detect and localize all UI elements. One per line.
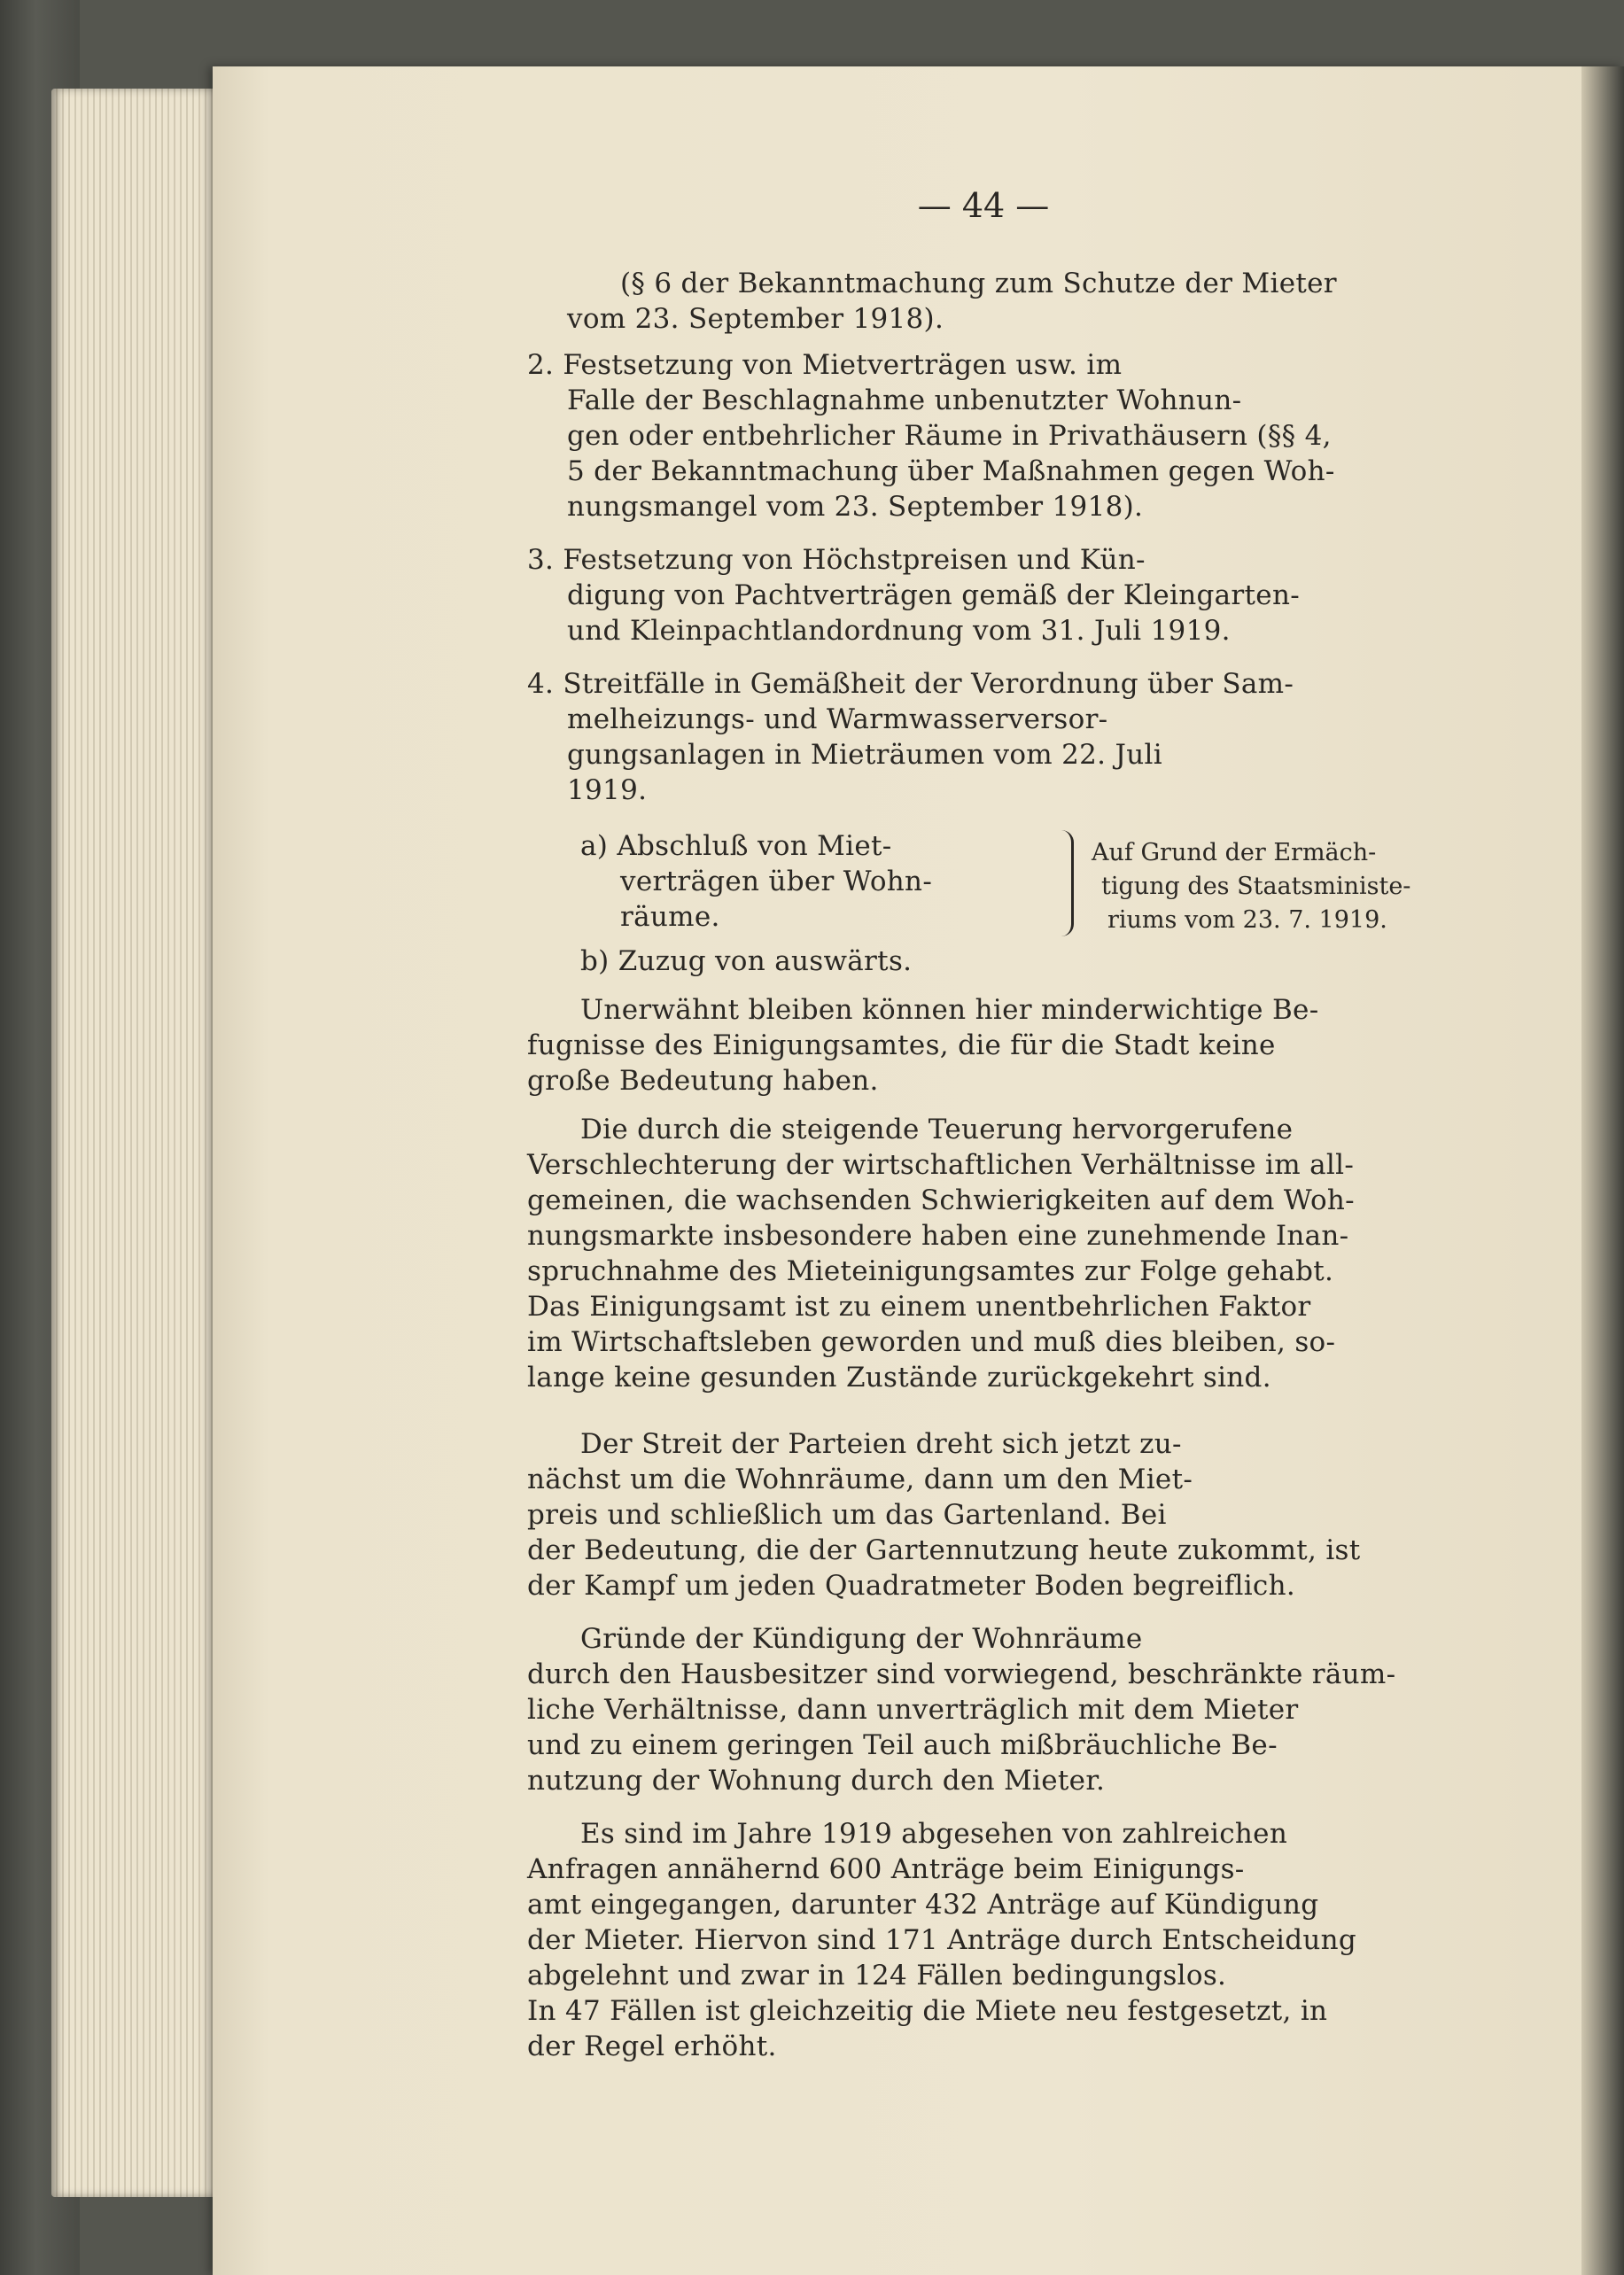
text-line: amt eingegangen, darunter 432 Anträge auf Kündigung [527,1889,1319,1921]
text-line: abgelehnt und zwar in 124 Fällen bedingungslos. [527,1960,1227,1992]
text-line: nungsmangel vom 23. September 1918). [567,491,1144,523]
text-line: digung von Pachtverträgen gemäß der Kleingarten- [567,579,1300,611]
page-edge-shadow [1581,66,1624,2275]
text-line: Falle der Beschlagnahme unbenutzter Wohnun- [567,384,1242,416]
text-line: In 47 Fällen ist gleichzeitig die Miete neu festgesetzt, in [527,1995,1328,2027]
text-line: der Regel erhöht. [527,2030,777,2062]
text-line: Das Einigungsamt ist zu einem unentbehrlichen Faktor [527,1291,1311,1323]
text-line: und zu einem geringen Teil auch mißbräuchliche Be- [527,1729,1278,1761]
text-line: fugnisse des Einigungsamtes, die für die Stadt keine [527,1029,1276,1061]
text-line: verträgen über Wohn- [620,866,933,897]
page-number: — 44 — [917,186,1050,225]
text-line: 1919. [567,774,648,806]
text-line: nungsmarkte insbesondere haben eine zunehmende Inan- [527,1220,1349,1252]
brace-symbol [1059,830,1074,936]
text-line: 2. Festsetzung von Mietverträgen usw. im [527,349,1123,381]
text-line: nächst um die Wohnräume, dann um den Miet- [527,1464,1193,1495]
text-line: gungsanlagen in Mieträumen vom 22. Juli [567,739,1162,771]
text-line: im Wirtschaftsleben geworden und muß dies bleiben, so- [527,1326,1336,1358]
text-line: räume. [620,901,720,933]
page-stack [51,89,220,2197]
text-line: a) Abschluß von Miet- [580,830,892,862]
text-line: Es sind im Jahre 1919 abgesehen von zahlreichen [580,1818,1288,1850]
text-line: 4. Streitfälle in Gemäßheit der Verordnung über Sam- [527,668,1294,700]
text-line: Der Streit der Parteien dreht sich jetzt zu- [580,1428,1182,1460]
text-line: 5 der Bekanntmachung über Maßnahmen gegen Woh- [567,455,1335,487]
sidenote-line: riums vom 23. 7. 1919. [1107,906,1387,934]
text-line: der Mieter. Hiervon sind 171 Anträge durch Entscheidung [527,1924,1357,1956]
text-line: b) Zuzug von auswärts. [580,945,913,977]
text-line: und Kleinpachtlandordnung vom 31. Juli 1919. [567,615,1231,647]
text-line: lange keine gesunden Zustände zurückgekehrt sind. [527,1362,1271,1394]
text-line: Verschlechterung der wirtschaftlichen Verhältnisse im all- [527,1149,1355,1181]
sidenote-line: Auf Grund der Ermäch- [1092,839,1377,866]
text-line: der Bedeutung, die der Gartennutzung heute zukommt, ist [527,1534,1361,1566]
text-line: Anfragen annähernd 600 Anträge beim Einigungs- [527,1853,1245,1885]
text-line: 3. Festsetzung von Höchstpreisen und Kün- [527,544,1146,576]
sidenote-line: tigung des Staatsministe- [1101,873,1411,900]
text-line: gemeinen, die wachsenden Schwierigkeiten auf dem Woh- [527,1184,1355,1216]
text-line: Gründe der Kündigung der Wohnräume [580,1623,1143,1655]
text-line: liche Verhältnisse, dann unverträglich mit dem Mieter [527,1694,1299,1726]
text-line: gen oder entbehrlicher Räume in Privathäusern (§§ 4, [567,420,1332,452]
text-line: nutzung der Wohnung durch den Mieter. [527,1765,1106,1797]
text-line: durch den Hausbesitzer sind vorwiegend, beschränkte räum- [527,1658,1396,1690]
text-line: (§ 6 der Bekanntmachung zum Schutze der Mieter [620,268,1337,299]
text-line: vom 23. September 1918). [567,303,944,335]
text-line: der Kampf um jeden Quadratmeter Boden begreiflich. [527,1570,1295,1602]
text-line: preis und schließlich um das Gartenland. Bei [527,1499,1167,1531]
text-line: Unerwähnt bleiben können hier minderwichtige Be- [580,994,1319,1026]
text-line: melheizungs- und Warmwasserversor- [567,703,1108,735]
text-line: große Bedeutung haben. [527,1065,879,1097]
text-line: Die durch die steigende Teuerung hervorgerufene [580,1114,1294,1145]
text-line: spruchnahme des Mieteinigungsamtes zur Folge gehabt. [527,1255,1334,1287]
